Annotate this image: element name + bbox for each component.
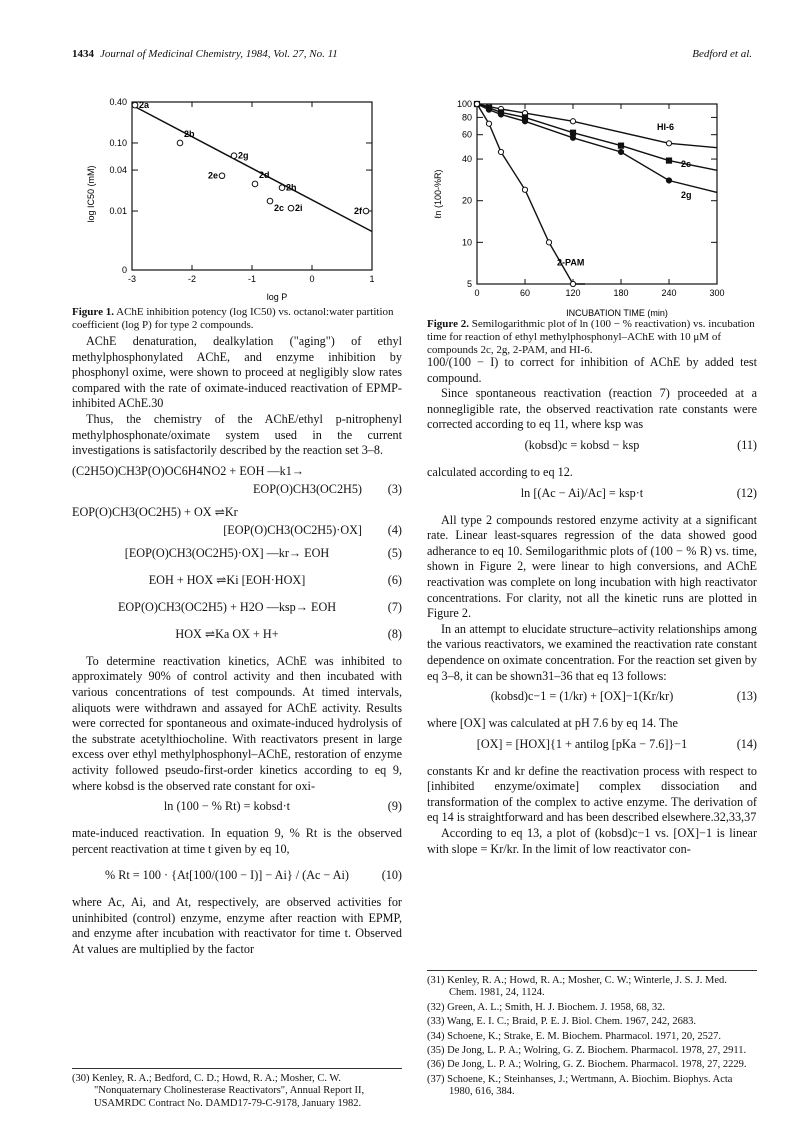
footnote-rule xyxy=(72,1068,402,1069)
figure-1-y-axis-label: log IC50 (mM) xyxy=(86,165,96,223)
paragraph: In an attempt to elucidate structure–activity relationships among the various reactivators, we examined the reactivation rate constant dependence on oximate concentration. For the reaction set given by eq 3–8, it can be shown31–36 that eq 13 follows: xyxy=(427,621,757,683)
figure-2-point xyxy=(522,119,527,124)
figure-1-x-tick-label: 1 xyxy=(369,274,375,284)
figure-2-caption xyxy=(427,318,757,357)
reference-item: (34) Schoene, K.; Strake, E. M. Biochem. Pharmacol. 1971, 20, 2527. xyxy=(427,1030,721,1042)
figure-2-point xyxy=(666,141,671,146)
reference-list xyxy=(427,975,757,1099)
reference-item: (31) Kenley, R. A.; Howd, R. A.; Mosher, C. W.; Winterle, J. S. J. Med. Chem. 1981, 24, 1124. xyxy=(427,975,727,999)
figure-2-chart xyxy=(427,94,747,324)
equation-6-number: (6) xyxy=(387,572,402,587)
equation-3-line1: (C2H5O)CH3P(O)OC6H4NO2 + EOH —k1→ xyxy=(72,463,304,478)
journal-citation: Journal of Medicinal Chemistry, 1984, Vol. 27, No. 11 xyxy=(100,48,338,60)
paragraph: Since spontaneous reactivation (reaction 7) proceeded at a nonnegligible rate, the observed reactivation rate constants were corrected according to eq 11, where ksp was xyxy=(427,386,757,432)
figure-1-x-tick-label: -1 xyxy=(247,274,257,284)
reference-item: (32) Green, A. L.; Smith, H. J. Biochem. J. 1958, 68, 32. xyxy=(427,1001,665,1013)
figure-2-series-line xyxy=(477,104,717,192)
equation-3-line2: EOP(O)CH3(OC2H5) xyxy=(252,481,362,496)
figure-1-axes xyxy=(132,102,372,270)
paragraph: All type 2 compounds restored enzyme activity at a significant rate. Linear least-squares regression of the data showed good adherance to eq 10. Semilogarithmic plots of (100 − % R) vs. time, shown in Figure 2, were linear to high conversions, and AChE reactivation was complete on long incubation with high reactivator concentrations. For clarity, not all the kinetic runs are plotted in Figure 2. xyxy=(427,512,757,621)
figure-2-marks xyxy=(474,101,717,286)
figure-2-series-label: 2c xyxy=(681,159,692,170)
page-number: 1434 xyxy=(72,48,94,60)
figure-1-point xyxy=(132,102,138,108)
left-footnotes xyxy=(72,1062,402,1112)
figure-2-point xyxy=(570,135,575,140)
figure-2-x-tick-label: 0 xyxy=(474,288,480,298)
figure-1-point xyxy=(177,140,183,146)
paragraph: AChE denaturation, dealkylation ("aging") of ethyl methylphosphonylated AChE, and enzyme inhibition by phosphonyl oxime, were shown to proceed at negligibly slow rates compared with the rate of oximate-induced reactivation of EPMP-inhibited AChE.30 xyxy=(72,334,402,411)
figure-1-point-label: 2b xyxy=(184,128,195,139)
figure-1-point xyxy=(363,208,369,214)
figure-2-y-tick-label: 80 xyxy=(461,112,472,123)
figure-1-chart xyxy=(72,94,392,304)
figure-2-x-tick-label: 240 xyxy=(661,288,677,298)
figure-2-x-tick-label: 180 xyxy=(613,288,629,298)
paragraph: To determine reactivation kinetics, AChE was inhibited to approximately 90% of control activity and then incubated with various concentrations of test compounds. At timed intervals, aliquots were withdrawn and assayed for AChE activity. Results were corrected for spontaneous and oximate-induced hydrolysis of the substrate acetylthiocholine. With reactivators present in large excess over ethyl methylphosphonyl–AChE, restoration of enzyme activity followed pseudo-first-order kinetics according to eq 9, where kobsd is the observed rate constant for oxi- xyxy=(72,653,402,793)
figure-1-point xyxy=(267,198,273,204)
equation-4-number: (4) xyxy=(387,522,402,537)
equation-7-text: EOP(O)CH3(OC2H5) + H2O —ksp→ EOH xyxy=(117,599,337,614)
figure-2-point xyxy=(666,178,671,183)
figure-1-ticks xyxy=(109,97,374,284)
figure-1-x-axis-label: log P xyxy=(266,292,288,302)
figure-1-point-label: 2i xyxy=(295,203,303,214)
left-column xyxy=(72,334,402,958)
reference-item: (36) De Jong, L. P. A.; Wolring, G. Z. Biochem. Pharmacol. 1978, 27, 2229. xyxy=(427,1059,747,1071)
figure-2-y-axis-label: ℓn (100-%R) xyxy=(433,169,443,219)
figure-2-series-label: 2g xyxy=(681,189,692,200)
equation-3 xyxy=(72,464,402,500)
figure-1-point-label: 2f xyxy=(354,206,363,217)
figure-1-x-tick-label: -2 xyxy=(187,274,197,284)
figure-2-series-line xyxy=(477,104,717,148)
figure-2-y-tick-label: 20 xyxy=(461,195,472,206)
equation-4-line1: EOP(O)CH3(OC2H5) + OX ⇌Kr xyxy=(72,504,238,519)
figure-2-x-axis-label: INCUBATION TIME (min) xyxy=(566,308,668,318)
equation-14 xyxy=(427,737,757,759)
equation-8 xyxy=(72,627,402,649)
equation-12 xyxy=(427,486,757,508)
running-head-left xyxy=(72,48,338,60)
figure-2-point xyxy=(570,281,575,286)
figure-2-point xyxy=(618,149,623,154)
figure-1-regression-line xyxy=(132,105,372,231)
paragraph: where [OX] was calculated at pH 7.6 by eq 14. The xyxy=(427,716,678,731)
figure-2-point xyxy=(498,149,503,154)
equation-9 xyxy=(72,799,402,821)
figure-2-series-label: HI-6 xyxy=(657,121,675,132)
equation-5-number: (5) xyxy=(387,545,402,560)
equation-10 xyxy=(72,862,402,890)
figure-2-series-label: 2-PAM xyxy=(557,257,585,268)
figure-2-point xyxy=(570,130,575,135)
equation-14-text: [OX] = [HOX]{1 + antilog [pKa − 7.6]}−1 xyxy=(476,736,688,751)
figure-2-point xyxy=(546,240,551,245)
equation-10-text: % Rt = 100 · {At[100/(100 − I)] − Ai} / (Ac − Ai) xyxy=(105,868,349,883)
figure-1-y-tick-label: 0 xyxy=(121,265,127,275)
paragraph: According to eq 13, a plot of (kobsd)c−1 vs. [OX]−1 is linear with slope = Kr/kr. In the limit of low reactivator con- xyxy=(427,826,757,856)
equation-11-number: (11) xyxy=(737,437,757,452)
figure-1-point-label: 2h xyxy=(286,182,297,193)
figure-1-y-tick-label: 0.04 xyxy=(109,165,127,176)
equation-9-number: (9) xyxy=(387,799,402,814)
equation-7 xyxy=(72,600,402,622)
figure-1-point xyxy=(219,173,225,179)
equation-8-number: (8) xyxy=(387,626,402,641)
figure-2-point xyxy=(522,187,527,192)
figure-1-marks xyxy=(132,100,372,231)
figure-2-point xyxy=(666,158,671,163)
figure-2-point xyxy=(570,119,575,124)
equation-11-text: (kobsd)c = kobsd − ksp xyxy=(524,437,640,452)
paragraph: where Ac, Ai, and At, respectively, are observed activities for uninhibited (control) enzyme, enzyme after reaction with EPMP, and enzyme after incubation with reactivator for time t. Observed At values are multiplied by the factor xyxy=(72,895,402,957)
figure-2-y-tick-label: 100 xyxy=(456,99,472,109)
figure-1-point xyxy=(231,153,237,159)
figure-1-caption-label: Figure 1. xyxy=(72,306,114,318)
page-header xyxy=(72,48,752,68)
figure-1-point xyxy=(252,181,258,187)
equation-4-line2: [EOP(O)CH3(OC2H5)·OX] xyxy=(223,522,362,537)
equation-5 xyxy=(72,546,402,568)
paragraph: Thus, the chemistry of the AChE/ethyl p-nitrophenyl methylphosphonate/oximate system used in the current investigations is satisfactorily described by the reaction set 3–8. xyxy=(72,411,402,458)
equation-14-number: (14) xyxy=(736,736,757,751)
equation-13-number: (13) xyxy=(736,689,757,704)
figure-1-point-label: 2a xyxy=(139,100,150,111)
figure-1-point-label: 2d xyxy=(259,169,270,180)
equation-9-text: ln (100 − % Rt) = kobsd·t xyxy=(163,799,291,814)
equation-7-number: (7) xyxy=(387,599,402,614)
footnote-30: (30) Kenley, R. A.; Bedford, C. D.; Howd, R. A.; Mosher, C. W. "Nonquaternary Cholinesterase Reactivators", Annual Report II, USAMRDC Contract No. DAMD17-79-C-9178, January 1982. xyxy=(72,1073,365,1109)
figure-1-y-tick-label: 0.40 xyxy=(109,97,127,107)
figure-2-point xyxy=(618,143,623,148)
figure-1-frame xyxy=(132,102,372,270)
figure-1-point xyxy=(288,205,294,211)
figure-1-point-label: 2c xyxy=(274,203,285,214)
figure-2-point xyxy=(474,101,479,106)
equation-13 xyxy=(427,689,757,711)
figure-1-x-tick-label: 0 xyxy=(309,274,315,284)
equation-6 xyxy=(72,573,402,595)
paragraph: calculated according to eq 12. xyxy=(427,464,573,479)
figure-2-x-tick-label: 60 xyxy=(519,288,531,298)
equation-10-number: (10) xyxy=(381,868,402,883)
equation-3-number: (3) xyxy=(387,481,402,496)
figure-2-point xyxy=(498,112,503,117)
reference-item: (37) Schoene, K.; Steinhanses, J.; Wertmann, A. Biochim. Biophys. Acta 1980, 616, 384. xyxy=(427,1073,733,1098)
figure-2-y-tick-label: 60 xyxy=(461,129,472,140)
equation-12-number: (12) xyxy=(736,485,757,500)
paragraph: 100/(100 − I) to correct for inhibition of AChE by added test compound. xyxy=(427,355,757,385)
figure-1-y-tick-label: 0.01 xyxy=(109,206,127,217)
figure-1-caption xyxy=(72,306,402,332)
paragraph: mate-induced reactivation. In equation 9, % Rt is the observed percent reactivation at time t given by eq 10, xyxy=(72,826,402,856)
figure-1-point-label: 2e xyxy=(208,170,219,181)
figure-2-x-tick-label: 120 xyxy=(565,288,581,298)
reference-item: (33) Wang, E. I. C.; Braid, P. E. J. Biol. Chem. 1967, 242, 2683. xyxy=(427,1016,697,1028)
figure-2-caption-label: Figure 2. xyxy=(427,318,469,330)
figure-1-caption-text: AChE inhibition potency (log IC50) vs. octanol:water partition coefficient (log P) for type 2 compounds. xyxy=(72,306,394,331)
figure-2-caption-text: Semilogarithmic plot of ln (100 − % reactivation) vs. incubation time for reaction of ethyl methylphosphonyl–AChE with 10 μM of compounds 2c, 2g, 2-PAM, and HI-6. xyxy=(427,318,755,356)
figure-2-x-tick-label: 300 xyxy=(709,288,725,298)
equation-4 xyxy=(72,505,402,541)
equation-8-text: HOX ⇌Ka OX + H+ xyxy=(175,626,279,641)
footnote-rule xyxy=(427,970,757,971)
figure-1-x-tick-label: -3 xyxy=(127,274,137,284)
equation-5-text: [EOP(O)CH3(OC2H5)·OX] —kr→ EOH xyxy=(124,545,330,560)
figure-2-y-tick-label: 10 xyxy=(461,237,472,248)
reference-item: (35) De Jong, L. P. A.; Wolring, G. Z. Biochem. Pharmacol. 1978, 27, 2911. xyxy=(427,1045,747,1057)
equation-11 xyxy=(427,438,757,460)
right-column xyxy=(427,355,757,857)
figure-1-point-label: 2g xyxy=(238,150,249,161)
figure-2-point xyxy=(486,121,491,126)
figure-1-y-tick-label: 0.10 xyxy=(109,137,127,148)
figure-2-point xyxy=(486,107,491,112)
equation-6-text: EOH + HOX ⇌Ki [EOH·HOX] xyxy=(148,572,306,587)
figure-1-point xyxy=(279,185,285,191)
right-footnotes xyxy=(427,964,757,1101)
figure-2-y-tick-label: 5 xyxy=(466,279,472,289)
equation-13-text: (kobsd)c−1 = (1/kr) + [OX]−1(Kr/kr) xyxy=(490,689,674,704)
running-head-authors: Bedford et al. xyxy=(692,48,752,60)
paragraph: constants Kr and kr define the reactivation process with respect to [inhibited enzyme/oximate] complex dissociation and transformation of the complex to active enzyme. The derivation of eq 14 is straightforward and has been described elsewhere.32,33,37 xyxy=(427,763,757,825)
equation-12-text: ln [(Ac − Ai)/Ac] = ksp·t xyxy=(520,485,644,500)
figure-2-y-tick-label: 40 xyxy=(461,154,472,165)
